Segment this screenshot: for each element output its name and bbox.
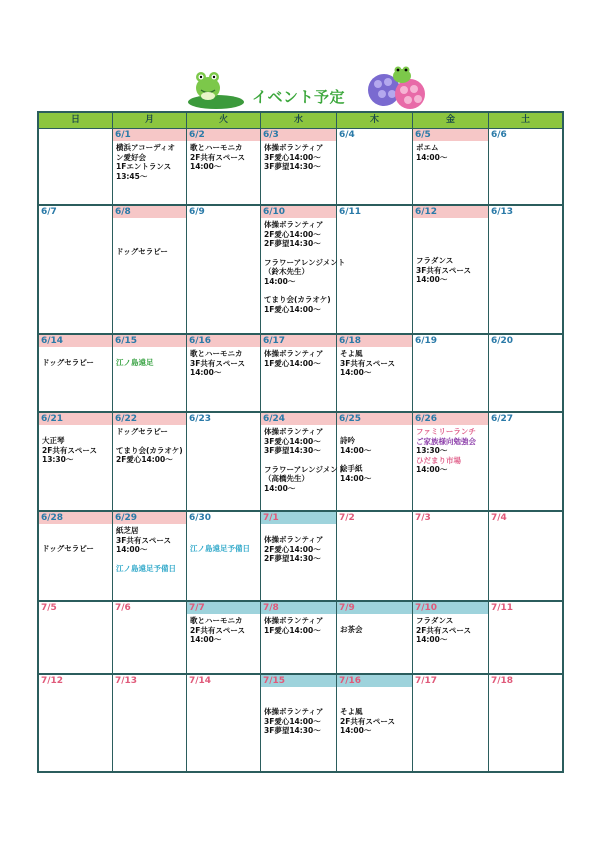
calendar-week-row (39, 512, 562, 602)
event-text: 13:30～ (42, 455, 74, 464)
day-date-label: 7/11 (491, 603, 514, 613)
day-date-label: 6/23 (189, 414, 212, 424)
event-text: 3F共有スペース (116, 535, 171, 545)
day-date-label: 7/16 (337, 675, 412, 687)
calendar-day-cell (489, 413, 562, 510)
event-text: 体操ボランティア (264, 535, 324, 544)
calendar-week-row (39, 675, 562, 772)
event-text: てまり会(カラオケ) (116, 445, 183, 455)
day-events (337, 687, 412, 736)
event-text: 14:00～ (116, 545, 148, 554)
day-date-label: 6/21 (39, 413, 112, 425)
event-text: 江ノ島遠足予備日 (116, 563, 176, 573)
day-events (39, 614, 112, 616)
day-date-label: 6/29 (113, 512, 186, 524)
event-text: ン愛好会 (116, 152, 146, 162)
calendar-week-row (39, 206, 562, 335)
calendar-week-row (39, 602, 562, 675)
event-text: 13:45～ (116, 171, 148, 181)
day-events (337, 141, 412, 143)
event-text: ご家族様向勉強会 (416, 436, 476, 446)
calendar-day-cell (187, 129, 261, 204)
day-date-label: 6/14 (39, 335, 112, 347)
day-date-label: 7/3 (415, 513, 431, 523)
event-text: 2F愛心14:00～ (264, 544, 321, 554)
day-date-label: 6/30 (189, 513, 212, 523)
day-date-label: 7/5 (41, 603, 57, 613)
day-events (187, 347, 260, 378)
event-text: 2F夢望14:30～ (264, 239, 321, 248)
calendar-day-cell (187, 206, 261, 333)
calendar-day-cell (413, 413, 489, 510)
day-events (187, 614, 260, 645)
day-date-label: 6/26 (413, 413, 488, 425)
calendar-day-cell (113, 206, 187, 333)
day-date-label: 7/15 (261, 675, 336, 687)
day-events (337, 614, 412, 635)
calendar-day-cell (187, 335, 261, 411)
event-text: 2F愛心14:00～ (264, 229, 321, 239)
event-text: （高橋先生） (264, 474, 309, 483)
event-text: 体操ボランティア (264, 616, 324, 625)
calendar-day-cell (337, 602, 413, 673)
event-text: 歌とハーモニカ (190, 143, 243, 152)
day-events (261, 347, 336, 368)
weekday-header: 金 (413, 113, 489, 128)
calendar-day-cell (413, 335, 489, 411)
event-text: 3F共有スペース (190, 358, 245, 368)
day-events (113, 614, 186, 616)
event-text: フラダンス (416, 256, 454, 265)
event-text: ドッグセラピー (42, 358, 94, 367)
day-events (489, 614, 562, 616)
event-text: 3F愛心14:00～ (264, 716, 321, 726)
event-text: （鈴木先生） (264, 267, 309, 276)
calendar-day-cell (489, 129, 562, 204)
day-events (337, 524, 412, 526)
weekday-header: 火 (187, 113, 261, 128)
day-date-label: 6/28 (39, 512, 112, 524)
day-events (413, 141, 488, 162)
day-date-label: 6/2 (187, 129, 260, 141)
event-text: 体操ボランティア (264, 707, 324, 716)
weekday-header: 水 (261, 113, 337, 128)
event-text: 14:00～ (190, 368, 222, 377)
calendar-day-cell (39, 602, 113, 673)
weekday-header: 土 (520, 115, 530, 125)
day-events (113, 141, 186, 181)
day-events (113, 347, 186, 368)
event-text: 3F夢望14:30～ (264, 162, 321, 171)
day-events (261, 614, 336, 635)
day-events (337, 425, 412, 483)
day-events (413, 218, 488, 285)
day-events (337, 347, 412, 378)
calendar-day-cell (39, 413, 113, 510)
day-date-label: 7/13 (115, 676, 138, 686)
day-date-label: 7/1 (261, 512, 336, 524)
day-date-label: 6/11 (339, 207, 362, 217)
day-events (489, 218, 562, 220)
event-text: そよ風 (340, 707, 363, 716)
event-text: 歌とハーモニカ (190, 349, 243, 358)
event-text: 2F共有スペース (416, 625, 471, 635)
calendar-day-cell (413, 602, 489, 673)
event-text: 3F共有スペース (416, 265, 471, 275)
event-text: てまり会(カラオケ) (264, 295, 331, 304)
calendar-day-cell (113, 675, 187, 772)
event-text: 紙芝居 (116, 526, 139, 535)
day-events (113, 218, 186, 257)
calendar-day-cell (337, 129, 413, 204)
day-events (261, 524, 336, 564)
calendar-day-cell (39, 512, 113, 600)
calendar-day-cell (39, 675, 113, 772)
day-date-label: 6/20 (491, 336, 514, 346)
event-text: 14:00～ (416, 152, 448, 162)
event-text: 3F愛心14:00～ (264, 152, 321, 162)
event-text: 14:00～ (264, 276, 296, 286)
day-events (413, 614, 488, 645)
event-text: 江ノ島遠足予備日 (190, 544, 250, 553)
calendar-day-cell (39, 335, 113, 411)
event-text: ポエム (416, 143, 439, 152)
event-text: ひだまり市場 (416, 455, 461, 465)
hydrangea-frog-icon (364, 62, 436, 112)
event-text: フラダンス (416, 616, 454, 625)
day-events (39, 425, 112, 465)
calendar-day-cell (337, 413, 413, 510)
day-events (187, 425, 260, 427)
day-events (187, 218, 260, 220)
day-date-label: 6/12 (413, 206, 488, 218)
event-text: 14:00～ (264, 483, 296, 493)
calendar-week-row (39, 129, 562, 206)
day-date-label: 6/3 (261, 129, 336, 141)
day-events (261, 425, 346, 493)
event-text: 2F共有スペース (42, 445, 97, 455)
day-date-label: 6/25 (337, 413, 412, 425)
event-text: ドッグセラピー (116, 427, 168, 436)
event-text: 2F共有スペース (340, 716, 395, 726)
calendar-day-cell (489, 335, 562, 411)
calendar-day-cell (113, 335, 187, 411)
day-date-label: 6/18 (337, 335, 412, 347)
day-date-label: 6/5 (413, 129, 488, 141)
day-events (337, 218, 412, 220)
day-date-label: 6/27 (491, 414, 514, 424)
day-events (489, 687, 562, 689)
calendar-day-cell (413, 512, 489, 600)
event-text: 3F夢望14:30～ (264, 446, 321, 455)
day-events (113, 524, 186, 573)
day-events (187, 141, 260, 172)
event-text: 江ノ島遠足 (116, 358, 154, 367)
day-events (39, 218, 112, 220)
event-text: 1F愛心14:00～ (264, 304, 321, 314)
calendar-day-cell (187, 675, 261, 772)
calendar-day-cell (261, 413, 346, 510)
day-date-label: 7/6 (115, 603, 131, 613)
event-text: 1Fエントランス (116, 162, 172, 171)
calendar-day-cell (261, 602, 337, 673)
calendar-day-cell (489, 512, 562, 600)
day-events (489, 524, 562, 526)
event-text: 3F夢望14:30～ (264, 726, 321, 735)
event-text: ファミリーランチ (416, 427, 476, 436)
day-events (413, 347, 488, 349)
event-text: 横浜アコーディオ (116, 143, 176, 152)
event-text: 体操ボランティア (264, 220, 324, 229)
event-text: 2F共有スペース (190, 625, 245, 635)
day-date-label: 7/8 (261, 602, 336, 614)
day-events (39, 524, 112, 554)
calendar-week-row (39, 413, 562, 512)
event-text: 体操ボランティア (264, 349, 324, 358)
calendar-day-cell (413, 206, 489, 333)
day-date-label: 7/18 (491, 676, 514, 686)
day-events (113, 687, 186, 689)
weekday-header: 木 (337, 113, 413, 128)
event-text: 14:00～ (416, 635, 448, 644)
day-date-label: 6/10 (261, 206, 336, 218)
day-events (39, 347, 112, 368)
event-text: 13:30～ (416, 446, 448, 455)
day-date-label: 6/19 (415, 336, 438, 346)
day-events (261, 218, 346, 314)
weekday-header: 日 (39, 113, 113, 128)
event-text: 2F共有スペース (190, 152, 245, 162)
day-date-label: 6/16 (187, 335, 260, 347)
day-events (113, 425, 186, 465)
calendar-day-cell (113, 602, 187, 673)
event-text: フラワーアレンジメント (264, 464, 346, 474)
event-text: 体操ボランティア (264, 427, 324, 436)
frog-on-lilypad-icon (186, 64, 246, 110)
day-date-label: 7/17 (415, 676, 438, 686)
calendar-day-cell (413, 129, 489, 204)
calendar-day-cell (113, 413, 187, 510)
day-events (413, 425, 488, 475)
calendar-day-cell (187, 413, 261, 510)
day-date-label: 6/6 (491, 130, 507, 140)
day-date-label: 6/4 (339, 130, 355, 140)
day-events (39, 141, 112, 143)
event-text: 14:00～ (416, 275, 448, 284)
calendar-week-row (39, 335, 562, 413)
calendar-day-cell (261, 675, 337, 772)
event-text: そよ風 (340, 349, 363, 358)
calendar-day-cell (39, 129, 113, 204)
page-title: イベント予定 (252, 88, 346, 106)
calendar-day-cell (489, 675, 562, 772)
calendar-day-cell (261, 512, 337, 600)
event-text: 3F共有スペース (340, 358, 395, 368)
day-date-label: 7/4 (491, 513, 507, 523)
day-date-label: 6/17 (261, 335, 336, 347)
event-text: 14:00～ (190, 162, 222, 171)
day-date-label: 6/8 (113, 206, 186, 218)
day-events (261, 141, 336, 172)
calendar-day-cell (261, 129, 337, 204)
calendar-day-cell (337, 512, 413, 600)
calendar-day-cell (489, 602, 562, 673)
calendar-day-cell (187, 602, 261, 673)
calendar-day-cell (489, 206, 562, 333)
day-date-label: 7/2 (339, 513, 355, 523)
calendar-day-cell (337, 335, 413, 411)
calendar-day-cell (39, 206, 113, 333)
calendar-day-cell (337, 675, 413, 772)
calendar-day-cell (113, 512, 187, 600)
event-text: 14:00～ (340, 473, 372, 483)
weekday-header: 月 (113, 113, 187, 128)
day-date-label: 7/9 (337, 602, 412, 614)
day-events (489, 425, 562, 427)
day-date-label: 7/10 (413, 602, 488, 614)
event-text: 1F愛心14:00～ (264, 625, 321, 635)
event-text: お茶会 (340, 625, 363, 634)
calendar-day-cell (187, 512, 261, 600)
event-text: 1F愛心14:00～ (264, 358, 321, 368)
day-events (413, 687, 488, 689)
event-text: 2F愛心14:00～ (116, 455, 173, 464)
event-calendar (37, 111, 564, 773)
event-text: 大正琴 (42, 436, 65, 445)
day-events (489, 141, 562, 143)
day-events (187, 524, 260, 554)
day-date-label: 6/9 (189, 207, 205, 217)
weekday-header-row (39, 113, 562, 129)
day-date-label: 7/14 (189, 676, 212, 686)
event-text: ドッグセラピー (42, 544, 94, 553)
day-date-label: 6/7 (41, 207, 57, 217)
day-events (187, 687, 260, 689)
event-text: 2F夢望14:30～ (264, 554, 321, 563)
day-date-label: 6/15 (113, 335, 186, 347)
day-date-label: 6/13 (491, 207, 514, 217)
day-date-label: 7/7 (187, 602, 260, 614)
event-text: 14:00～ (340, 368, 372, 377)
event-text: フラワーアレンジメント (264, 257, 346, 267)
calendar-day-cell (337, 206, 413, 333)
event-text: 詩吟 (340, 436, 355, 445)
calendar-day-cell (261, 335, 337, 411)
calendar-day-cell (413, 675, 489, 772)
event-text: 絵手紙 (340, 464, 363, 473)
calendar-day-cell (113, 129, 187, 204)
day-date-label: 7/12 (41, 676, 64, 686)
day-events (39, 687, 112, 689)
day-events (261, 687, 336, 736)
header (0, 58, 595, 112)
day-date-label: 6/22 (113, 413, 186, 425)
day-date-label: 6/24 (261, 413, 336, 425)
event-text: 14:00～ (416, 465, 448, 474)
event-text: 14:00～ (340, 726, 372, 735)
event-text: 体操ボランティア (264, 143, 324, 152)
event-text: 14:00～ (340, 445, 372, 455)
event-text: 歌とハーモニカ (190, 616, 243, 625)
day-date-label: 6/1 (113, 129, 186, 141)
event-text: ドッグセラピー (116, 247, 168, 256)
day-events (413, 524, 488, 526)
event-text: 3F愛心14:00～ (264, 436, 321, 446)
calendar-day-cell (261, 206, 346, 333)
event-text: 14:00～ (190, 635, 222, 644)
day-date-label (39, 129, 112, 141)
day-events (489, 347, 562, 349)
